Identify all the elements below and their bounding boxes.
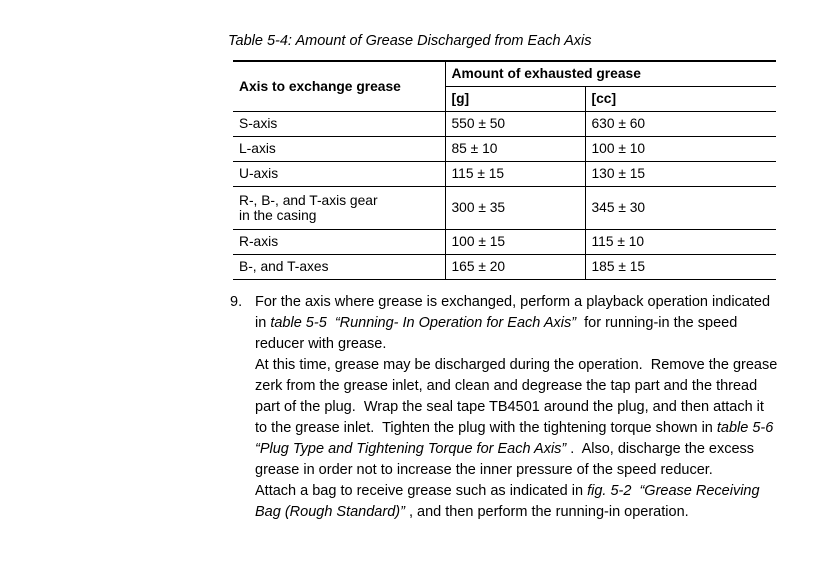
- paragraph-block: [255, 355, 782, 481]
- column-header-axis: Axis to exchange grease: [233, 61, 445, 111]
- axis-cell: [233, 186, 445, 229]
- table-5-6-reference: table 5-6 “Plug Type and Tightening Torque for Each Axis”: [255, 420, 782, 457]
- axis-cell: U-axis: [233, 161, 445, 186]
- table-row: [233, 111, 776, 136]
- grams-cell: 550 ± 50: [445, 111, 585, 136]
- axis-cell: S-axis: [233, 111, 445, 136]
- axis-cell: L-axis: [233, 136, 445, 161]
- text-segment: , and then perform the running-in operation.: [404, 504, 689, 520]
- text-segment: Attach a bag to receive grease such as indicated in: [255, 483, 588, 499]
- grams-cell: 100 ± 15: [445, 229, 585, 254]
- table-header-row-1: [233, 61, 776, 86]
- table-row: [233, 254, 776, 279]
- cc-cell: 100 ± 10: [585, 136, 776, 161]
- cc-cell: 185 ± 15: [585, 254, 776, 279]
- text-segment: . Also, discharge the excess grease in order not to increase the inner pressure of the speed reducer.: [255, 441, 759, 478]
- step-number: 9.: [230, 294, 243, 310]
- table-row: [233, 186, 776, 229]
- table-row: [233, 229, 776, 254]
- cc-cell: 130 ± 15: [585, 161, 776, 186]
- grams-cell: 85 ± 10: [445, 136, 585, 161]
- grams-cell: 300 ± 35: [445, 186, 585, 229]
- cc-cell: 630 ± 60: [585, 111, 776, 136]
- paragraph-block: [255, 481, 778, 523]
- text-segment: for running-in the speed reducer with grease.: [255, 315, 742, 352]
- unit-header-g: [g]: [445, 86, 585, 111]
- table-row: [233, 136, 776, 161]
- table-row: [233, 161, 776, 186]
- paragraph-block: [255, 292, 778, 355]
- axis-cell: B-, and T-axes: [233, 254, 445, 279]
- instruction-step-9: [230, 292, 782, 523]
- table-caption: Table 5-4: Amount of Grease Discharged from Each Axis: [228, 33, 592, 49]
- grease-discharge-table: [233, 60, 776, 280]
- text-segment: For the axis where grease is exchanged, perform a playback operation indicated in: [255, 294, 775, 331]
- axis-cell: R-axis: [233, 229, 445, 254]
- column-header-amount: Amount of exhausted grease: [445, 61, 776, 86]
- cc-cell: 345 ± 30: [585, 186, 776, 229]
- step-body: [255, 292, 782, 523]
- table-5-5-reference: table 5-5 “Running- In Operation for Each Axis”: [270, 315, 577, 331]
- text-segment: At this time, grease may be discharged during the operation. Remove the grease zerk from the grease inlet, and clean and degrease the tap part and the thread part of the plug. Wrap the seal tape TB4501 around the plug, and then attach it to the grease inlet. Tighten the plug with the tightening torque shown in: [255, 357, 782, 436]
- fig-5-2-reference: fig. 5-2 “Grease Receiving Bag (Rough Standard)”: [255, 483, 764, 520]
- grams-cell: 165 ± 20: [445, 254, 585, 279]
- unit-header-cc: [cc]: [585, 86, 776, 111]
- axis-cell-line2: in the casing: [239, 207, 317, 223]
- grams-cell: 115 ± 15: [445, 161, 585, 186]
- cc-cell: 115 ± 10: [585, 229, 776, 254]
- axis-cell-line1: R-, B-, and T-axis gear: [239, 192, 378, 208]
